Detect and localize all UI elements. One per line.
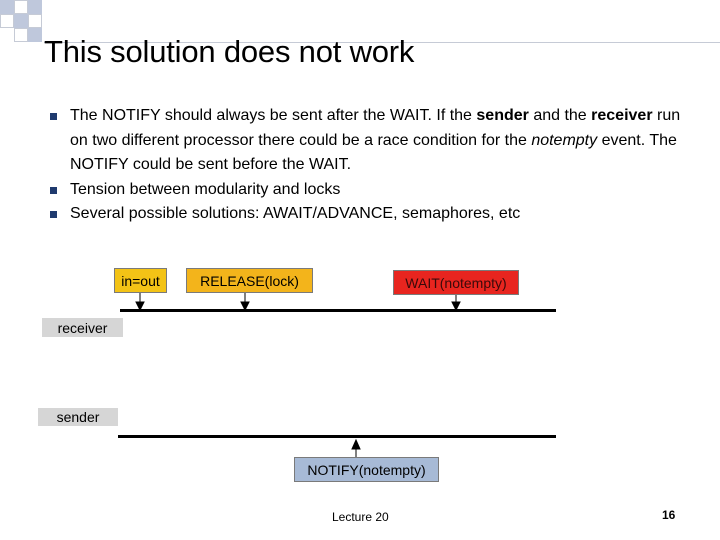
bullet-text [70,181,340,198]
bullet-text-run: run on two different processor there could be a race condition for the [70,107,681,149]
bullet-text-run: notempty [531,131,598,149]
sender-timeline [118,435,556,438]
bullet-list [50,104,690,227]
bullet-text-run: Tension between modularity and locks [70,180,341,198]
bullet-text [70,107,680,173]
bullet-text-run: Several possible solutions: AWAIT/ADVANCE, semaphores, etc [70,205,521,222]
bullet-text-run: The NOTIFY should always be sent after the WAIT. If the [70,107,477,124]
bullet-item-3 [50,202,690,227]
bullet-marker-icon [50,211,57,218]
event-release-lock: RELEASE(lock) [186,268,313,293]
bullet-item-1 [50,104,690,178]
sender-label: sender [38,408,118,426]
bullet-text-run: sender [476,107,529,124]
event-in-out: in=out [114,268,167,293]
event-wait-notempty: WAIT(notempty) [393,270,519,295]
bullet-marker-icon [50,187,57,194]
receiver-label: receiver [42,318,123,337]
event-notify-notempty: NOTIFY(notempty) [294,457,439,482]
page-number: 16 [662,508,676,522]
receiver-timeline [120,309,556,312]
bullet-marker-icon [50,113,57,120]
footer-lecture: Lecture 20 [332,510,389,524]
bullet-text-run: and the [528,107,592,124]
bullet-text [70,205,520,222]
bullet-text-run: receiver [591,107,653,124]
slide-title: This solution does not work [44,34,415,69]
bullet-text-run: event. The NOTIFY could be sent before the WAIT. [70,131,677,173]
bullet-item-2 [50,178,690,203]
